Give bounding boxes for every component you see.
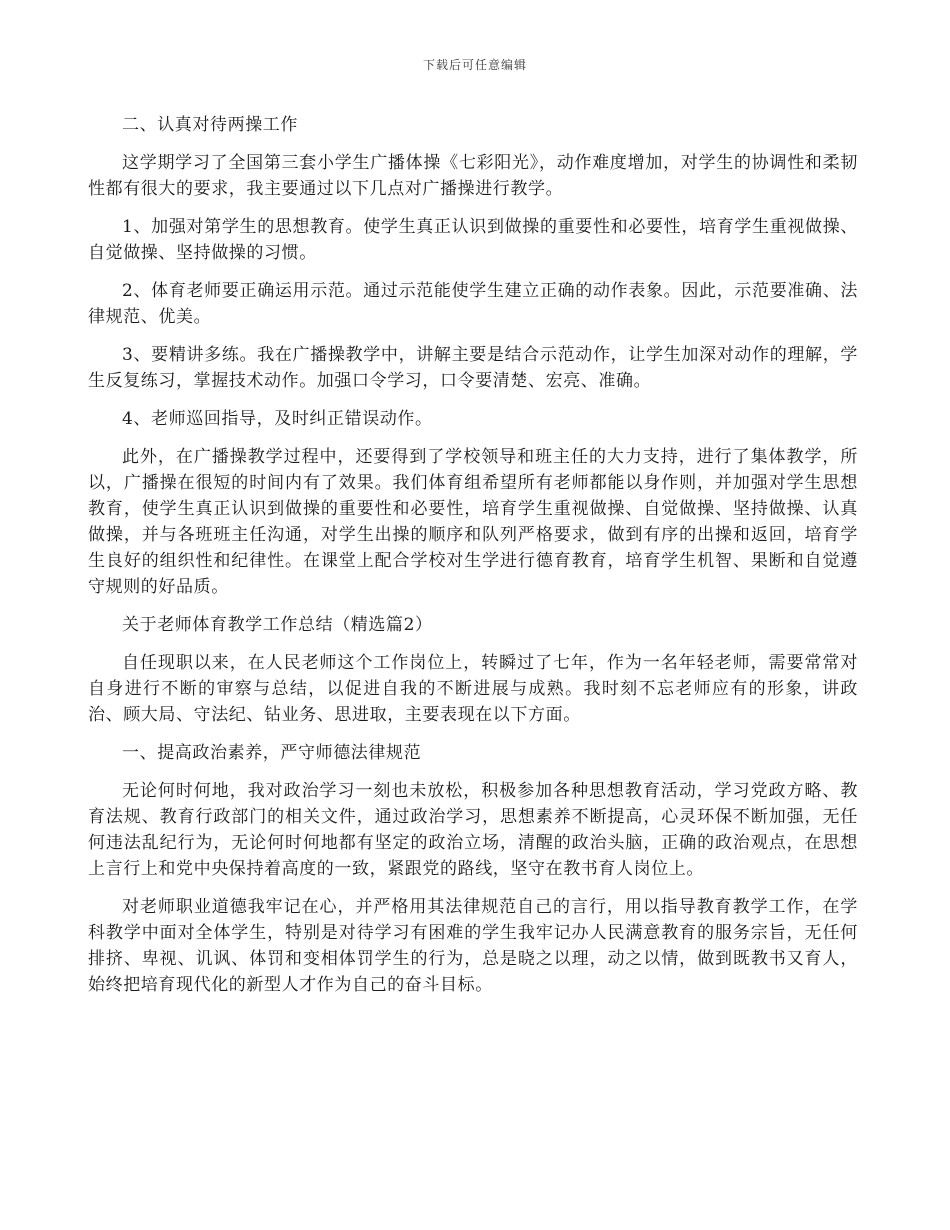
document-body bbox=[88, 112, 858, 1010]
paragraph: 这学期学习了全国第三套小学生广播体操《七彩阳光》，动作难度增加，对学生的协调性和柔韧性都有很大的要求，我主要通过以下几点对广播操进行教学。 bbox=[88, 153, 858, 199]
section-heading: 一、提高政治素养，严守师德法律规范 bbox=[122, 743, 422, 763]
paragraph: 对老师职业道德我牢记在心，并严格用其法律规范自己的言行，用以指导教育教学工作，在学科教学中面对全体学生，特别是对待学习有困难的学生我牢记办人民满意教育的服务宗旨，无任何排挤、卑视、讥讽、体罚和变相体罚学生的行为，总是晓之以理，动之以情，做到既教书又育人，始终把培育现代化的新型人才作为自己的奋斗目标。 bbox=[88, 897, 858, 995]
paragraph: 此外，在广播操教学过程中，还要得到了学校领导和班主任的大力支持，进行了集体教学，所以，广播操在很短的时间内有了效果。我们体育组希望所有老师都能以身作则，并加强对学生思想教育，使学生真正认识到做操的重要性和必要性，培育学生重视做操、自觉做操、坚持做操、认真做操，并与各班班主任沟通，对学生出操的顺序和队列严格要求，做到有序的出操和返回，培育学生良好的组织性和纪律性。在课堂上配合学校对生学进行德育教育，培育学生机智、果断和自觉遵守规则的好品质。 bbox=[88, 447, 858, 597]
paragraph: 无论何时何地，我对政治学习一刻也未放松，积极参加各种思想教育活动，学习党政方略、教育法规、教育行政部门的相关文件，通过政治学习，思想素养不断提高，心灵环保不断加强，无任何违法乱纪行为，无论何时何地都有坚定的政治立场，清醒的政治头脑，正确的政治观点，在思想上言行上和党中央保持着高度的一致，紧跟党的路线，坚守在教书育人岗位上。 bbox=[88, 781, 858, 879]
page-header: 下载后可任意编辑 bbox=[422, 58, 527, 72]
section-heading: 二、认真对待两操工作 bbox=[122, 115, 298, 135]
list-item: 1、加强对第学生的思想教育。使学生真正认识到做操的重要性和必要性，培育学生重视做操、自觉做操、坚持做操的习惯。 bbox=[88, 217, 858, 263]
article-title: 关于老师体育教学工作总结（精选篇2） bbox=[122, 615, 433, 635]
list-item: 4、老师巡回指导，及时纠正错误动作。 bbox=[122, 409, 433, 429]
paragraph: 自任现职以来，在人民老师这个工作岗位上，转瞬过了七年，作为一名年轻老师，需要常常对自身进行不断的审察与总结，以促进自我的不断进展与成熟。我时刻不忘老师应有的形象，讲政治、顾大局、守法纪、钻业务、思进取，主要表现在以下方面。 bbox=[88, 653, 858, 725]
list-item: 3、要精讲多练。我在广播操教学中，讲解主要是结合示范动作，让学生加深对动作的理解，学生反复练习，掌握技术动作。加强口令学习，口令要清楚、宏亮、准确。 bbox=[88, 345, 858, 391]
list-item: 2、体育老师要正确运用示范。通过示范能使学生建立正确的动作表象。因此，示范要准确、法律规范、优美。 bbox=[88, 281, 858, 327]
